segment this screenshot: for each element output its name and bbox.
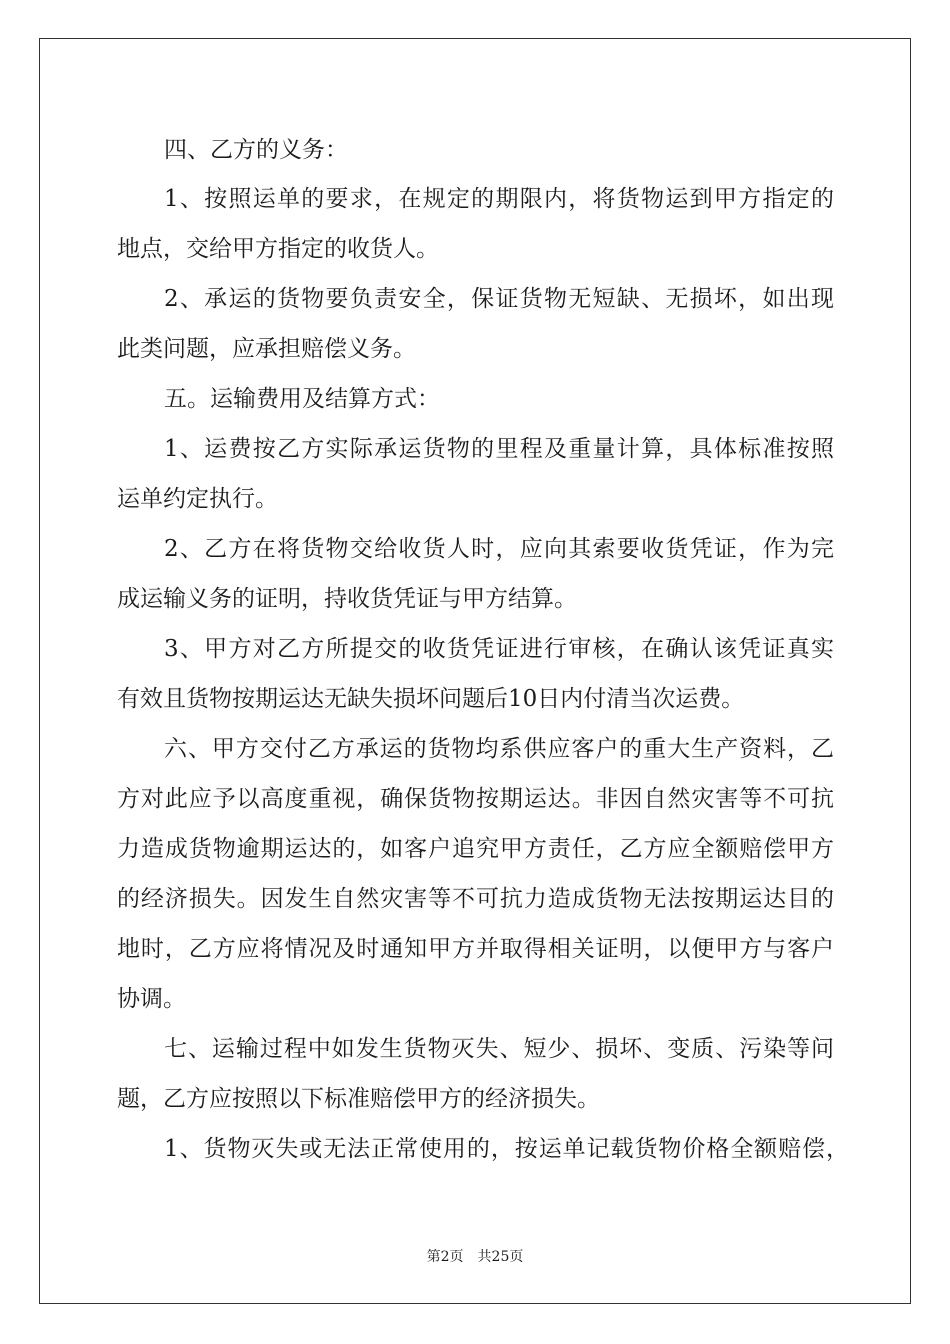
- paragraph-line: 3、甲方对乙方所提交的收货凭证进行审核，在确认该凭证真实: [164, 636, 834, 662]
- paragraph-line: 2、承运的货物要负责安全，保证货物无短缺、无损坏，如出现: [164, 286, 834, 312]
- paragraph-line: 1、运费按乙方实际承运货物的里程及重量计算，具体标准按照: [164, 436, 834, 462]
- paragraph-line: 1、货物灭失或无法正常使用的，按运单记载货物价格全额赔偿，: [164, 1136, 849, 1162]
- paragraph-line: 地点，交给甲方指定的收货人。: [117, 236, 439, 262]
- page-number-footer: 第2页 共25页: [426, 1249, 524, 1265]
- paragraph-line: 的经济损失。因发生自然灾害等不可抗力造成货物无法按期运达目的: [117, 886, 834, 912]
- section-heading-7: 七、运输过程中如发生货物灭失、短少、损坏、变质、污染等问: [164, 1036, 834, 1062]
- paragraph-line: 1、按照运单的要求，在规定的期限内，将货物运到甲方指定的: [164, 186, 834, 212]
- paragraph-line: 2、乙方在将货物交给收货人时，应向其索要收货凭证，作为完: [164, 536, 834, 562]
- section-heading-5: 五。运输费用及结算方式：: [164, 386, 440, 412]
- paragraph-line: 方对此应予以高度重视，确保货物按期运达。非因自然灾害等不可抗: [117, 786, 834, 812]
- paragraph-line: 此类问题，应承担赔偿义务。: [117, 336, 416, 362]
- paragraph-line: 成运输义务的证明，持收货凭证与甲方结算。: [117, 586, 577, 612]
- paragraph-line: 有效且货物按期运达无缺失损坏问题后10日内付清当次运费。: [117, 686, 745, 712]
- paragraph-line: 协调。: [117, 986, 186, 1012]
- page-border: [39, 38, 911, 1304]
- section-heading-4: 四、乙方的义务：: [164, 137, 348, 163]
- section-heading-6: 六、甲方交付乙方承运的货物均系供应客户的重大生产资料，乙: [164, 736, 834, 762]
- paragraph-line: 地时，乙方应将情况及时通知甲方并取得相关证明，以便甲方与客户: [117, 936, 834, 962]
- paragraph-line: 运单约定执行。: [117, 486, 278, 512]
- paragraph-line: 力造成货物逾期运达的，如客户追究甲方责任，乙方应全额赔偿甲方: [117, 836, 834, 862]
- paragraph-line: 题，乙方应按照以下标准赔偿甲方的经济损失。: [117, 1086, 600, 1112]
